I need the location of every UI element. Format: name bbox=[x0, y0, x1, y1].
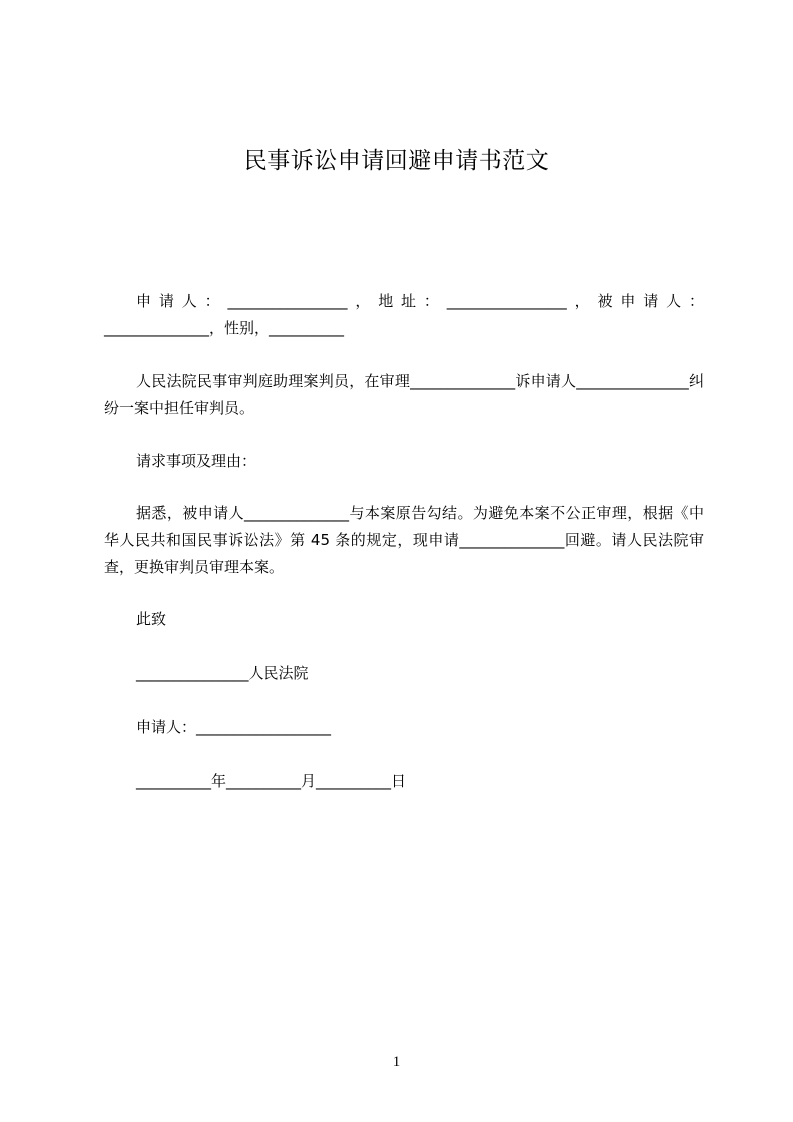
claims-heading: 请求事项及理由： bbox=[136, 452, 257, 470]
date-line: __________年__________月__________日 bbox=[136, 772, 407, 790]
document-title: 民事诉讼申请回避申请书范文 bbox=[243, 148, 550, 174]
reason-paragraph: 据悉，被申请人______________与本案原告勾结。为避免本案不公正审理，根据《中华人民共和国民事诉讼法》第 45 条的规定，现申请______________回避。请人民法院审查，更换审判员审理本案。 bbox=[104, 504, 704, 576]
case-background-paragraph: 人民法院民事审判庭助理案判员，在审理______________诉申请人_______________纠纷一案中担任审判员。 bbox=[104, 372, 704, 417]
salutation: 此致 bbox=[136, 610, 167, 628]
page-number: 1 bbox=[392, 1054, 401, 1070]
applicant-info-paragraph: 申请人：________________，地址：________________，被申请人：______________，性别，__________ bbox=[104, 292, 704, 337]
court-line: _______________人民法院 bbox=[136, 664, 309, 682]
signature-line: 申请人：__________________ bbox=[136, 718, 332, 736]
